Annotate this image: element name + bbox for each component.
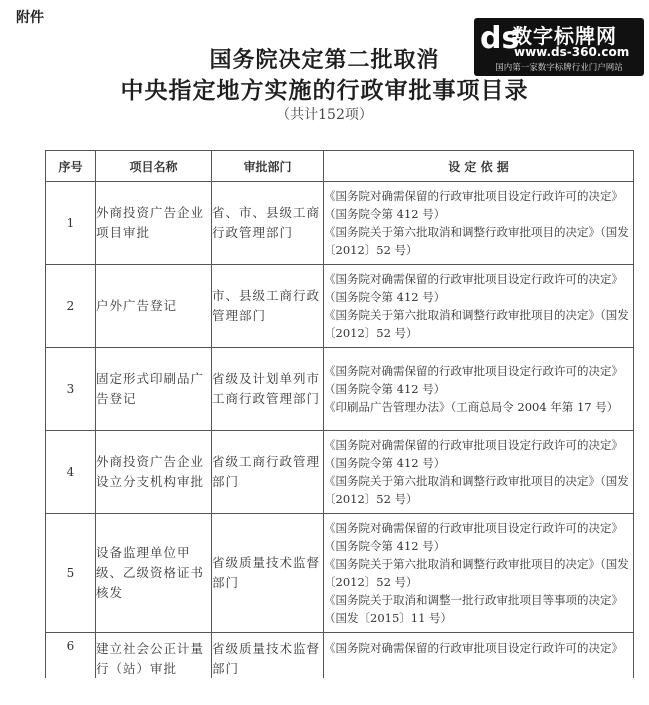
- document-subtitle: （共计152项）: [276, 107, 373, 123]
- basis-line: 《国务院关于第六批取消和调整行政审批项目的决定》（国发〔2012〕52 号）: [324, 557, 629, 589]
- table-row: [46, 431, 634, 514]
- basis-line: 《国务院关于取消和调整一批行政审批项目等事项的决定》（国发〔2015〕11 号）: [324, 593, 623, 625]
- basis-line: 《国务院对确需保留的行政审批项目设定行政许可的决定》: [324, 641, 623, 655]
- row-dept: 省级质量技术监督部门: [212, 633, 324, 688]
- basis-line: 《印刷品广告管理办法》（工商总局令 2004 年第 17 号）: [324, 400, 619, 414]
- header-basis: 设 定 依 据: [324, 151, 634, 182]
- row-no: 3: [46, 348, 96, 431]
- basis-line: 《国务院对确需保留的行政审批项目设定行政许可的决定》（国务院令第 412 号）: [324, 438, 623, 470]
- row-dept: 市、县级工商行政管理部门: [212, 265, 324, 348]
- row-no: 5: [46, 514, 96, 633]
- row-basis: [324, 265, 634, 348]
- row-name: 外商投资广告企业设立分支机构审批: [96, 431, 212, 514]
- row-no: 2: [46, 265, 96, 348]
- logo-url: www.ds-360.com: [514, 45, 630, 59]
- table-row: [46, 182, 634, 265]
- row-basis: [324, 431, 634, 514]
- header-no: 序号: [46, 151, 96, 182]
- document-title-line-2: 中央指定地方实施的行政审批事项目录: [120, 78, 529, 104]
- logo-ds-icon: ⅾs: [480, 21, 520, 56]
- basis-line: 《国务院对确需保留的行政审批项目设定行政许可的决定》（国务院令第 412 号）: [324, 189, 623, 221]
- table-row: [46, 514, 634, 633]
- basis-line: 《国务院对确需保留的行政审批项目设定行政许可的决定》（国务院令第 412 号）: [324, 364, 623, 396]
- logo-tagline: 国内第一家数字标牌行业门户网站: [495, 63, 623, 73]
- row-dept: 省级质量技术监督部门: [212, 514, 324, 633]
- row-no: 1: [46, 182, 96, 265]
- basis-line: 《国务院对确需保留的行政审批项目设定行政许可的决定》（国务院令第 412 号）: [324, 521, 623, 553]
- row-basis: [324, 514, 634, 633]
- row-name: 户外广告登记: [96, 265, 212, 348]
- approval-items-table: [45, 150, 634, 688]
- table-row: [46, 348, 634, 431]
- row-basis: [324, 348, 634, 431]
- row-basis: [324, 182, 634, 265]
- document-title-line-1: 国务院决定第二批取消: [209, 48, 440, 73]
- table-row: [46, 265, 634, 348]
- row-dept: 省级工商行政管理部门: [212, 431, 324, 514]
- basis-line: 《国务院关于第六批取消和调整行政审批项目的决定》（国发〔2012〕52 号）: [324, 225, 629, 257]
- basis-line: 《国务院对确需保留的行政审批项目设定行政许可的决定》（国务院令第 412 号）: [324, 272, 623, 304]
- row-name: 建立社会公正计量行（站）审批: [96, 633, 212, 688]
- row-name: 设备监理单位甲级、乙级资格证书核发: [96, 514, 212, 633]
- row-no: 6: [46, 633, 96, 688]
- row-name: 外商投资广告企业项目审批: [96, 182, 212, 265]
- page-bottom: [0, 678, 649, 705]
- header-dept: 审批部门: [212, 151, 324, 182]
- table-header-row: [46, 151, 634, 182]
- header-name: 项目名称: [96, 151, 212, 182]
- row-name: 固定形式印刷品广告登记: [96, 348, 212, 431]
- row-dept: 省级及计划单列市工商行政管理部门: [212, 348, 324, 431]
- row-no: 4: [46, 431, 96, 514]
- attachment-label: 附件: [16, 10, 44, 26]
- basis-line: 《国务院关于第六批取消和调整行政审批项目的决定》（国发〔2012〕52 号）: [324, 308, 629, 340]
- row-dept: 省、市、县级工商行政管理部门: [212, 182, 324, 265]
- logo-name: 数字标牌网: [512, 24, 617, 48]
- basis-line: 《国务院关于第六批取消和调整行政审批项目的决定》（国发〔2012〕52 号）: [324, 474, 629, 506]
